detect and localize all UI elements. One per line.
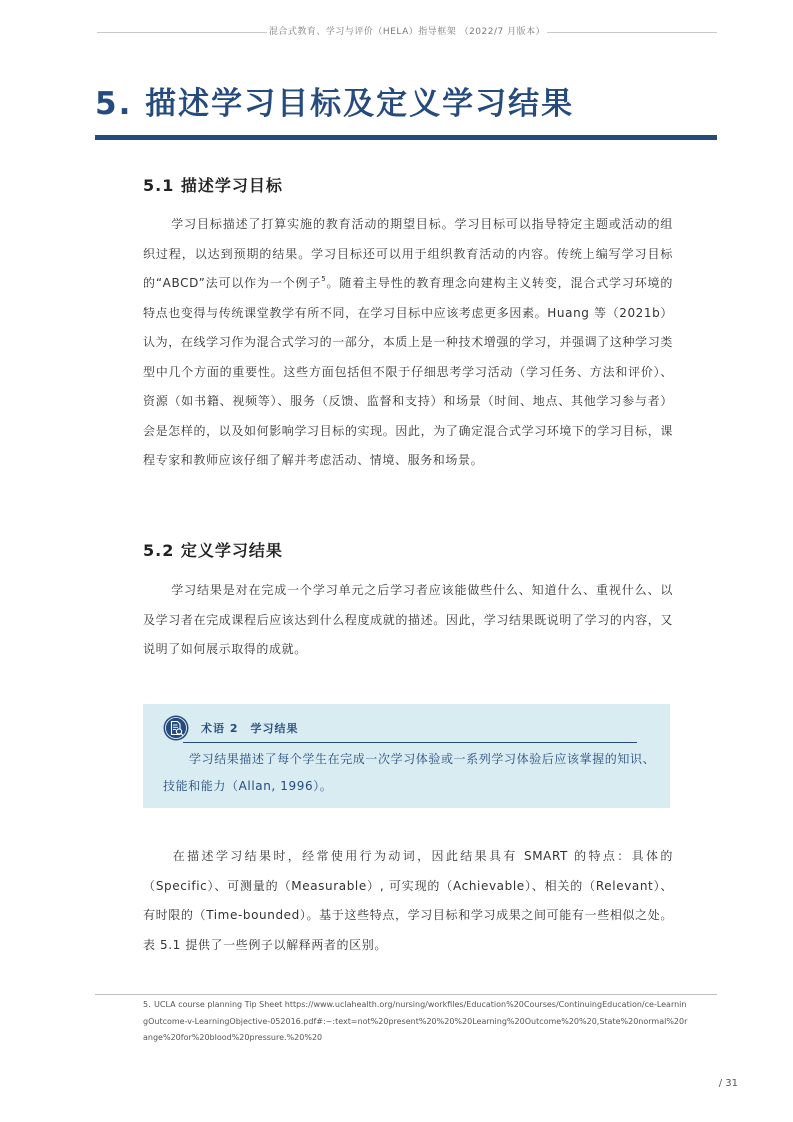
paragraph-text: 学习结果是对在完成一个学习单元之后学习者应该能做些什么、知道什么、重视什么、以及学习者在完成课程后应该达到什么程度成就的描述。因此，学习结果既说明了学习的内容，又说明了如何展示取得的成就。 [143,583,673,656]
footnote-rule [95,994,717,995]
chapter-title: 5. 描述学习目标及定义学习结果 [95,86,575,122]
document-search-icon [163,715,189,741]
term-definition-box [143,704,670,808]
header-text: 混合式教育、学习与评价（HELA）指导框架 （2022/7 月版本） [268,27,546,37]
header-rule-right [547,32,717,33]
paragraph-text: 在描述学习结果时，经常使用行为动词，因此结果具有 SMART 的特点：具体的（Specific）、可测量的（Measurable）, 可实现的（Achievable）、相关的（Relevant）、有时限的（Time-bounded）。基于这些特点，学习目标和学习成果之间可能有一些相似之处。表 5.1 提供了一些例子以解释两者的区别。 [143,849,673,952]
paragraph-text: 学习目标描述了打算实施的教育活动的期望目标。学习目标可以指导特定主题或活动的组织过程，以达到预期的结果。学习目标还可以用于组织教育活动的内容。传统上编写学习目标的“ABCD”法可以作为一个例子 [143,217,673,290]
footnote-link[interactable]: UCLA course planning Tip Sheet https://www.uclahealth.org/nursing/workfiles/Education%20Courses/ContinuingEducation/ce-LearningOutcome-v-LearningObjective-052016.pdf#:~:text=not%20present%20%20%20Learning%20Outcome%20%20,State%20normal%20range%20for%20blood%20pressure.%20%20 [143,1000,688,1042]
section-title-5-1: 5.1 描述学习目标 [143,176,283,195]
page-number: / 31 [718,1078,738,1089]
paragraph-text-cont: 。随着主导性的教育理念向建构主义转变，混合式学习环境的特点也变得与传统课堂教学有所不同，在学习目标中应该考虑更多因素。Huang 等（2021b）认为，在线学习作为混合式学习的一部分，本质上是一种技术增强的学习，并强调了这种学习类型中几个方面的重要性。这些方面包括但不限于仔细思考学习活动（学习任务、方法和评价）、资源（如书籍、视频等）、服务（反馈、监督和支持）和场景（时间、地点、其他学习参与者）会是怎样的，以及如何影响学习目标的实现。因此，为了确定混合式学习环境下的学习目标，课程专家和教师应该仔细了解并考虑活动、情境、服务和场景。 [143,276,674,467]
term-body [163,746,657,800]
section-title-5-2: 5.2 定义学习结果 [143,541,283,560]
section-5-2-paragraph-1 [143,576,673,665]
section-5-2-paragraph-2 [143,842,673,960]
term-title: 术语 2 学习结果 [201,722,299,735]
term-title-rule [183,742,637,743]
footnote-number: 5. [143,1000,151,1009]
header-rule-left [97,32,267,33]
running-header [97,24,717,40]
footnote-ref[interactable]: 5 [321,275,327,283]
term-body-text: 学习结果描述了每个学生在完成一次学习体验或一系列学习体验后应该掌握的知识、技能和能力（Allan, 1996）。 [163,752,656,793]
chapter-title-bar [95,135,717,140]
footnote [143,997,688,1047]
section-5-1-paragraph [143,210,673,476]
